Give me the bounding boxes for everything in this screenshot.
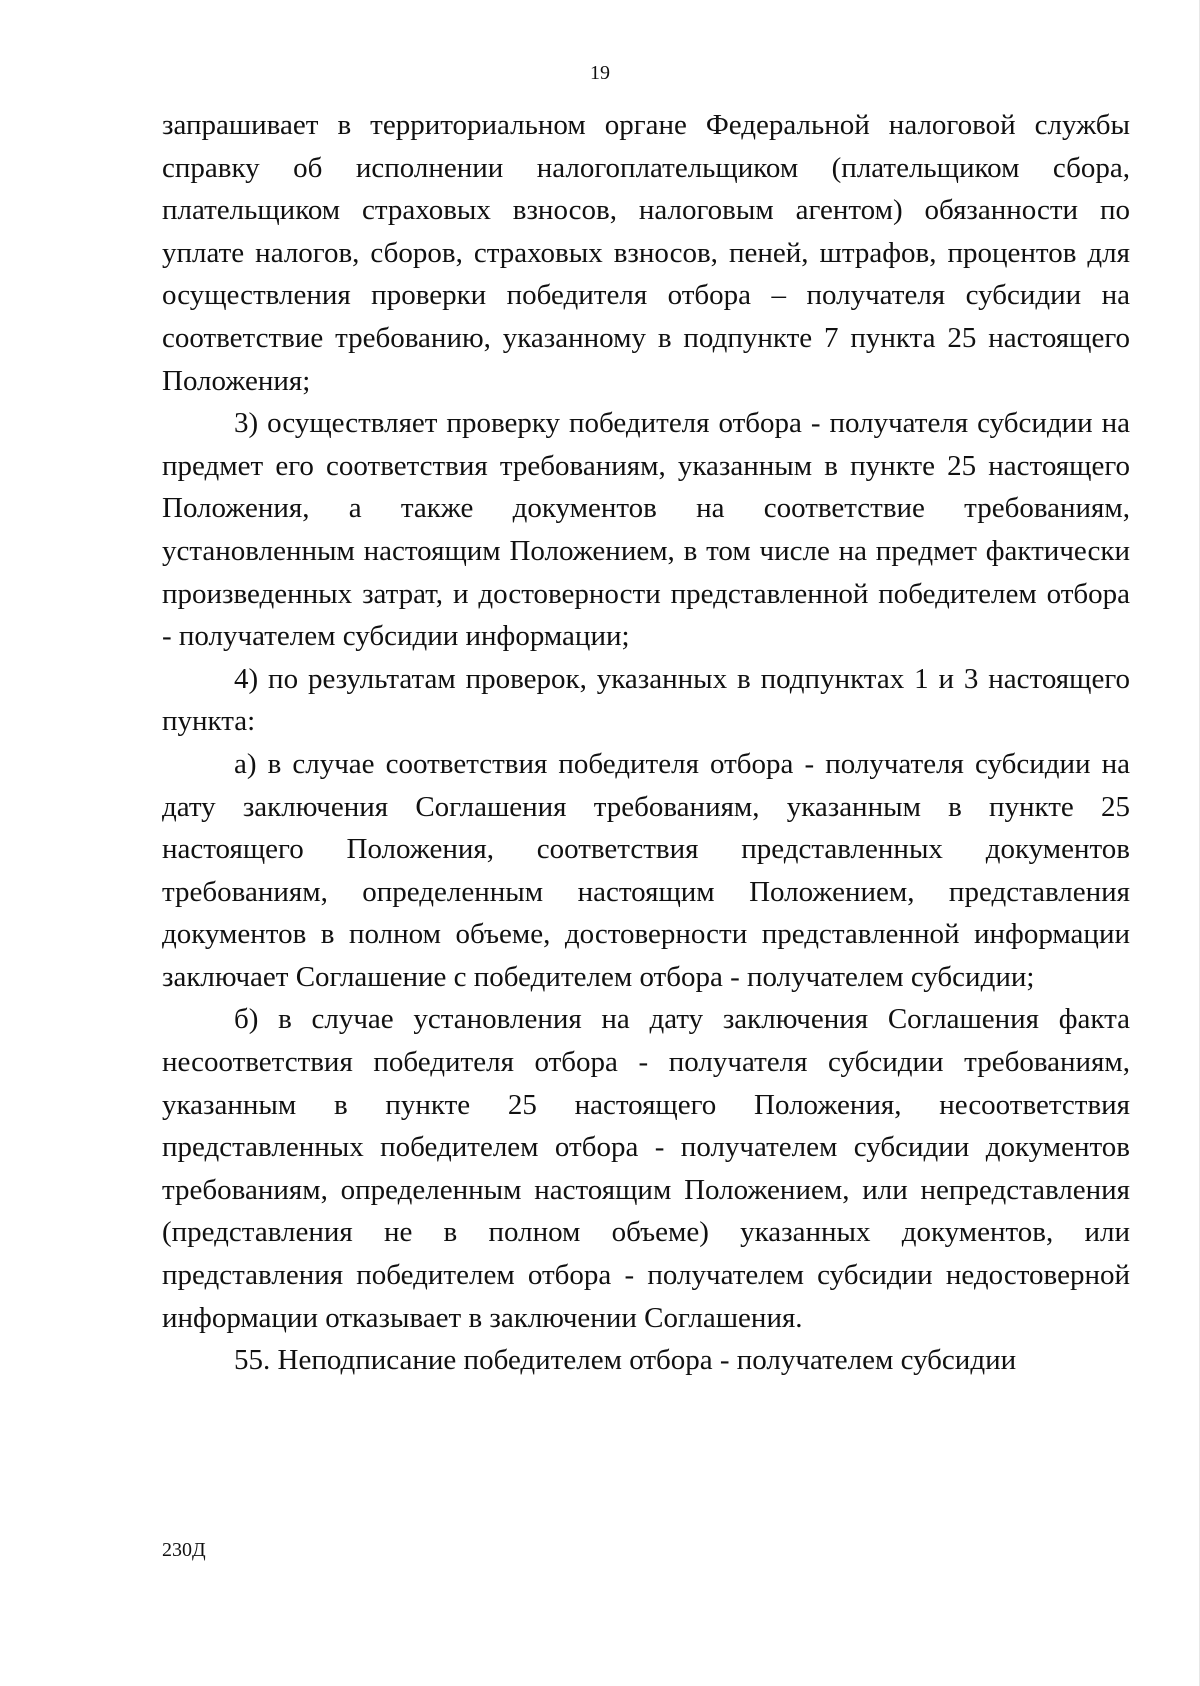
document-code: 230Д	[162, 1539, 206, 1561]
paragraph-clause-55: 55. Неподписание победителем отбора - получателем субсидии	[234, 1344, 1017, 1377]
paragraph-continuation: запрашивает в территориальном органе Федеральной налоговой службы справку об исполнении налогоплательщиком (плательщиком сбора, плательщиком страховых взносов, налоговым агентом) обязанности по уплате налогов, сборов, страховых взносов, пеней, штрафов, процентов для осуществления проверки победителя отбора – получателя субсидии на соответствие требованию, указанному в подпункте 7 пункта 25 настоящего Положения;	[162, 109, 1130, 397]
paragraph-subitem-a: а) в случае соответствия победителя отбора - получателя субсидии на дату заключения Соглашения требованиям, указанным в пункте 25 настоящего Положения, соответствия представленных документов требованиям, определенным настоящим Положением, представления документов в полном объеме, достоверности представленной информации заключает Соглашение с победителем отбора - получателем субсидии;	[162, 747, 1130, 993]
document-body	[162, 104, 1130, 1382]
page-number: 19	[590, 62, 610, 84]
paragraph-item-3: 3) осуществляет проверку победителя отбора - получателя субсидии на предмет его соответствия требованиям, указанным в пункте 25 настоящего Положения, а также документов на соответствие требованиям, установленным настоящим Положением, в том числе на предмет фактически произведенных затрат, и достоверности представленной победителем отбора - получателем субсидии информации;	[162, 407, 1130, 653]
paragraph-subitem-b: б) в случае установления на дату заключения Соглашения факта несоответствия победителя отбора - получателя субсидии требованиям, указанным в пункте 25 настоящего Положения, несоответствия представленных победителем отбора - получателем субсидии документов требованиям, определенным настоящим Положением, или непредставления (представления не в полном объеме) указанных документов, или представления победителем отбора - получателем субсидии недостоверной информации отказывает в заключении Соглашения.	[162, 1003, 1130, 1334]
paragraph-item-4: 4) по результатам проверок, указанных в подпунктах 1 и 3 настоящего пункта:	[162, 662, 1130, 738]
